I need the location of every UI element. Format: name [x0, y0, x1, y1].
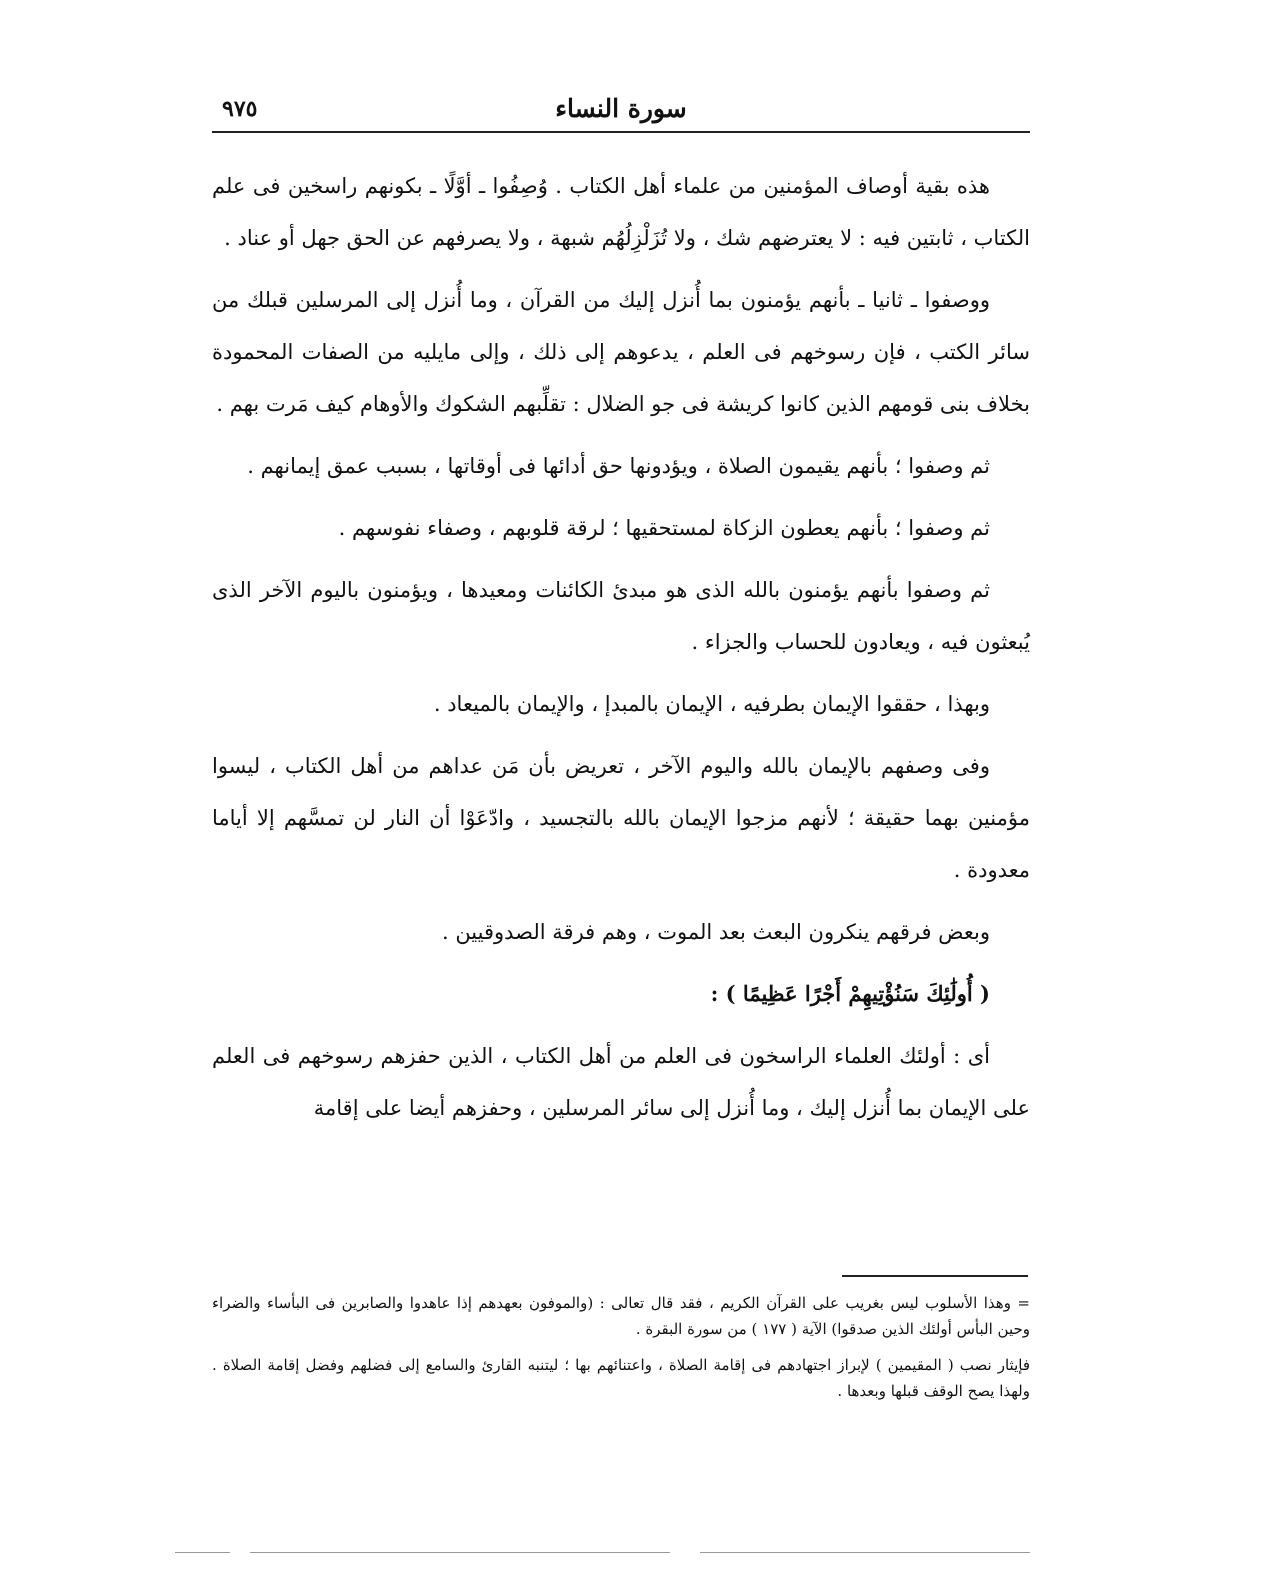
- bottom-scan-line: [250, 1552, 670, 1553]
- footnote: فإيثار نصب ( المقيمين ) لإبراز اجتهادهم فى إقامة الصلاة ، واعتنائهم بها ؛ ليتنبه القارئ والسامع إلى فضلهم وفضل إقامة الصلاة . ولهذا يصح الوقف قبلها وبعدها .: [212, 1356, 1030, 1400]
- paragraph: ثم وصفوا ؛ بأنهم يقيمون الصلاة ، ويؤدونها حق أدائها فى أوقاتها ، بسبب عمق إيمانهم .: [247, 454, 990, 478]
- paragraph: ووصفوا ـ ثانيا ـ بأنهم يؤمنون بما أُنزل إليك من القرآن ، وما أُنزل إلى المرسلين قبلك من سائر الكتب ، فإن رسوخهم فى العلم ، يدعوهم إلى ذلك ، وإلى مايليه من الصفات المحمودة بخلاف بنى قومهم الذين كانوا كريشة فى جو الضلال : تقلِّبهم الشكوك والأوهام كيف مَرت بهم .: [212, 288, 1030, 416]
- paragraph: وبعض فرقهم ينكرون البعث بعد الموت ، وهم فرقة الصدوقيين .: [441, 920, 990, 944]
- paragraph: ثم وصفوا بأنهم يؤمنون بالله الذى هو مبدئ الكائنات ومعيدها ، ويؤمنون باليوم الآخر الذى يُبعثون فيه ، ويعادون للحساب والجزاء .: [212, 578, 1030, 654]
- page-number: ٩٧٥: [222, 96, 258, 122]
- paragraph: أى : أولئك العلماء الراسخون فى العلم من أهل الكتاب ، الذين حفزهم رسوخهم فى العلم على الإيمان بما أُنزل إليك ، وما أُنزل إلى سائر المرسلين ، وحفزهم أيضا على إقامة: [212, 1044, 1030, 1120]
- bottom-scan-line: [700, 1552, 1030, 1553]
- quran-verse: ( أُولَٰئِكَ سَنُؤْتِيهِمْ أَجْرًا عَظِيمًا ) :: [710, 981, 990, 1006]
- paragraph: وبهذا ، حققوا الإيمان بطرفيه ، الإيمان بالمبدإ ، والإيمان بالميعاد .: [433, 692, 990, 716]
- main-text: [212, 160, 1030, 1144]
- paragraph: هذه بقية أوصاف المؤمنين من علماء أهل الكتاب . وُصِفُوا ـ أوَّلًا ـ بكونهم راسخين فى علم الكتاب ، ثابتين فيه : لا يعترضهم شك ، ولا تُزَلْزِلُهُم شبهة ، ولا يصرفهم عن الحق جهل أو عناد .: [212, 174, 1030, 250]
- header-divider: [212, 131, 1030, 133]
- paragraph: ثم وصفوا ؛ بأنهم يعطون الزكاة لمستحقيها ؛ لرقة قلوبهم ، وصفاء نفوسهم .: [338, 516, 990, 540]
- footnote-divider: [842, 1275, 1028, 1277]
- surah-title: سورة النساء: [555, 94, 687, 123]
- footnote: = وهذا الأسلوب ليس بغريب على القرآن الكريم ، فقد قال تعالى : (والموفون بعهدهم إذا عاهدوا والصابرين فى البأساء والضراء وحين البأس أولئك الذين صدقوا) الآية ( ١٧٧ ) من سورة البقرة .: [212, 1294, 1030, 1338]
- footnotes: [212, 1290, 1030, 1414]
- paragraph: وفى وصفهم بالإيمان بالله واليوم الآخر ، تعريض بأن مَن عداهم من أهل الكتاب ، ليسوا مؤمنين بهما حقيقة ؛ لأنهم مزجوا الإيمان بالله بالتجسيد ، وادّعَوْا أن النار لن تمسَّهم إلا أياما معدودة .: [212, 754, 1030, 882]
- bottom-scan-line: [175, 1552, 230, 1553]
- page-header: [212, 88, 1030, 128]
